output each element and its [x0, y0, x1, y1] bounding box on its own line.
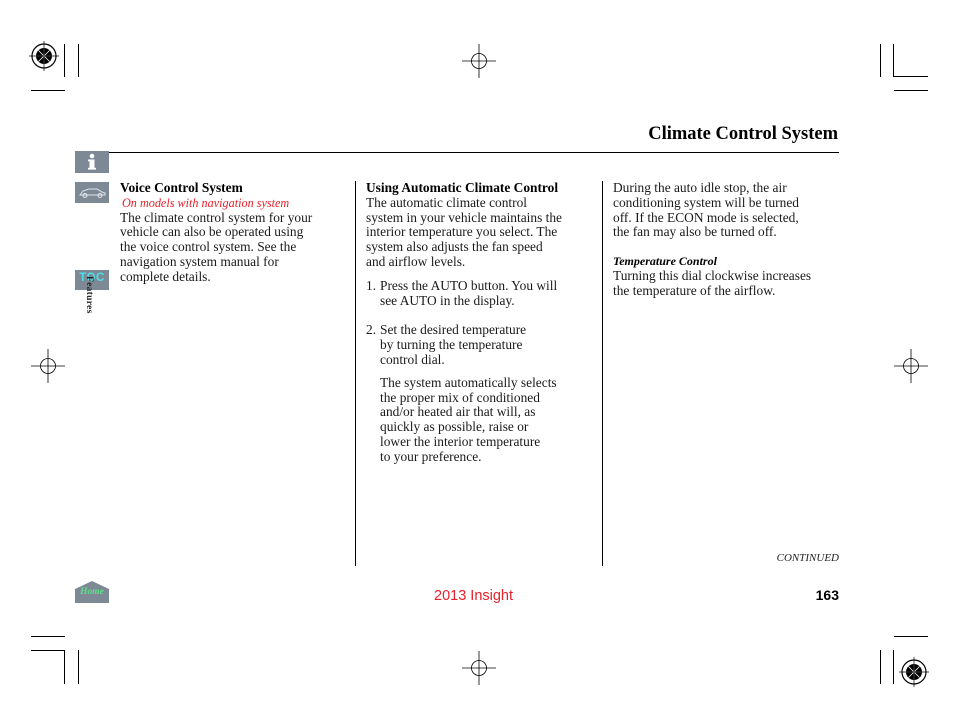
page-number: 163	[815, 587, 839, 603]
home-button[interactable]	[75, 581, 109, 603]
text-line: navigation system manual for	[120, 253, 279, 269]
section-tab-features[interactable]: Features	[84, 276, 94, 314]
text-line: off. If the ECON mode is selected,	[613, 209, 799, 225]
step-2	[366, 323, 596, 367]
text-line: Turning this dial clockwise increases	[613, 267, 812, 283]
text-line: by turning the temperature	[380, 337, 523, 353]
text-line: see AUTO in the display.	[380, 292, 515, 308]
crosshair-mark-icon	[462, 44, 496, 78]
text-line: lower the interior temperature	[380, 433, 541, 449]
text-line: Set the desired temperature	[380, 322, 527, 338]
text-line: control dial.	[380, 351, 445, 367]
section-heading: Using Automatic Climate Control	[366, 180, 559, 195]
model-note[interactable]: On models with navigation system	[122, 195, 290, 210]
text-line: system in your vehicle maintains the	[366, 209, 562, 225]
step-number: 1.	[366, 277, 377, 293]
column-auto-climate	[366, 181, 596, 465]
text-line: the proper mix of conditioned	[380, 389, 540, 405]
page-title: Climate Control System	[648, 124, 838, 144]
text-line: quickly as possible, raise or	[380, 419, 529, 435]
text-line: the voice control system. See the	[120, 239, 297, 255]
column-divider	[355, 181, 356, 566]
registration-target-icon	[899, 657, 929, 687]
column-voice-control	[120, 181, 345, 285]
text-line: complete details.	[120, 268, 211, 284]
registration-target-icon	[29, 41, 59, 71]
model-name: 2013 Insight	[434, 588, 514, 604]
text-line: The climate control system for your	[120, 209, 313, 225]
step-2-detail	[366, 376, 596, 465]
text-line: vehicle can also be operated using	[120, 224, 304, 240]
text-line: and/or heated air that will, as	[380, 404, 536, 420]
text-line: interior temperature you select. The	[366, 224, 558, 240]
crosshair-mark-icon	[462, 651, 496, 685]
text-line: the temperature of the airflow.	[613, 282, 776, 298]
toc-label: TOC	[79, 272, 105, 284]
crosshair-mark-icon	[894, 349, 928, 383]
subheading: Temperature Control	[613, 254, 717, 269]
text-line: The system automatically selects	[380, 374, 557, 390]
text-line: conditioning system will be turned	[613, 194, 799, 210]
column-idle-stop	[613, 181, 845, 299]
text-line: the fan may also be turned off.	[613, 224, 777, 240]
info-icon	[75, 151, 109, 173]
column-divider	[602, 181, 603, 566]
crosshair-mark-icon	[31, 349, 65, 383]
vehicle-index-button[interactable]	[75, 182, 109, 203]
text-line: Press the AUTO button. You will	[380, 277, 558, 293]
info-button[interactable]	[75, 151, 109, 173]
text-line: and airflow levels.	[366, 253, 466, 269]
car-icon	[75, 182, 109, 203]
text-line: The automatic climate control	[366, 194, 527, 210]
step-number: 2.	[366, 322, 377, 338]
header-rule	[92, 152, 839, 153]
text-line: to your preference.	[380, 448, 482, 464]
step-1	[366, 279, 596, 309]
section-heading: Voice Control System	[120, 180, 243, 195]
text-line: system also adjusts the fan speed	[366, 239, 543, 255]
home-label: Home	[80, 587, 104, 597]
text-line: During the auto idle stop, the air	[613, 180, 787, 195]
continued-label: CONTINUED	[776, 552, 839, 564]
